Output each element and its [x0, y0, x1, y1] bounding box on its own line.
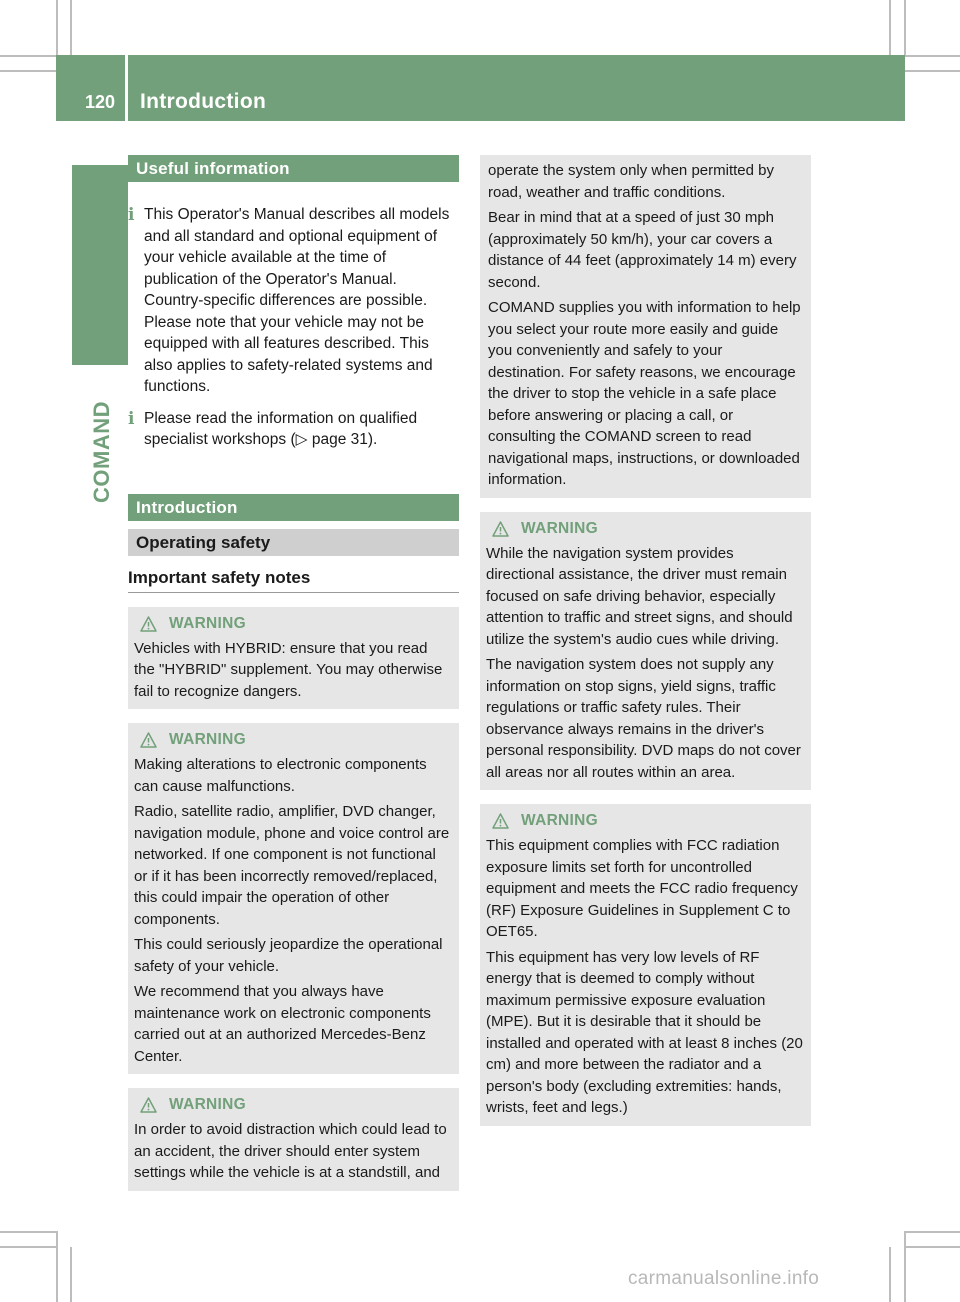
warning-title: WARNING [521, 812, 599, 830]
crop-mark [889, 0, 891, 60]
warning-title: WARNING [169, 731, 247, 749]
warning-text: While the navigation system provides directional assistance, the driver must remain focused on safe driving behavior, especially attention to traffic and street signs, and should utilize the system's audio cues while driving. [486, 544, 793, 648]
warning-box [128, 723, 459, 1074]
crop-mark [56, 1231, 58, 1302]
header-divider [125, 55, 128, 121]
crop-mark [0, 1231, 56, 1233]
warning-text: Making alterations to electronic components can cause malfunctions. [134, 756, 427, 795]
warning-text: This equipment has very low levels of RF energy that is deemed to comply without maximum permissive exposure evaluation (MPE). But it is desirable that it should be installed and operated with at least 8 inches (20 cm) and more between the radiator and a person's body (excluding extremities: hands, wrists, feet and legs.) [486, 948, 803, 1116]
warning-triangle-icon [140, 732, 157, 748]
crop-mark [70, 0, 72, 60]
warning-triangle-icon [492, 521, 509, 537]
crop-mark [0, 70, 60, 72]
warning-box [480, 512, 811, 791]
crop-mark [905, 1246, 960, 1248]
warning-header [492, 519, 803, 539]
page-title: Introduction [140, 90, 267, 113]
warning-text: Bear in mind that at a speed of just 30 mph (approximately 50 km/h), your car covers a distance of 44 feet (approximately 14 m) every second. [488, 209, 797, 291]
warning-header [140, 614, 451, 634]
crop-mark [0, 55, 56, 57]
crop-mark [905, 55, 960, 57]
warning-text: Radio, satellite radio, amplifier, DVD changer, navigation module, phone and voice control are networked. If one component is not functional or if it has been incorrectly removed/replaced, this could impair the operation of other components. [134, 803, 450, 928]
warning-title: WARNING [521, 519, 599, 537]
warning-triangle-icon [492, 813, 509, 829]
warning-text: The navigation system does not supply any information on stop signs, yield signs, traffic regulations or traffic safety rules. Their observance always remains in the driver's personal responsibility. DVD maps do not cover all areas nor all routes within an area. [486, 656, 801, 781]
warning-text: COMAND supplies you with information to help you select your route more easily and guide you conveniently and safely to your destination. For safety reasons, we encourage the driver to stop the vehicle in a safe place before answering or placing a call, or consulting the COMAND screen to read navigational maps, instructions, or downloaded information. [488, 299, 801, 488]
warning-text: In order to avoid distraction which could lead to an accident, the driver should enter system settings while the vehicle is at a standstill, and [134, 1121, 447, 1181]
info-icon: i [128, 408, 135, 429]
info-paragraph: i This Operator's Manual describes all models and all standard and optional equipment of your vehicle available at the time of publication of the Operator's Manual. Country-specific differences are possible. Please note that your vehicle may not be equipped with all features described. This also applies to safety-related systems and functions. [128, 205, 450, 395]
crop-mark [904, 0, 906, 55]
watermark: carmanualsonline.info [628, 1268, 820, 1289]
warning-text: This could seriously jeopardize the operational safety of your vehicle. [134, 936, 443, 975]
side-tab [72, 165, 128, 365]
warning-text: We recommend that you always have maintenance work on electronic components carried out at an authorized Mercedes-Benz Center. [134, 983, 431, 1065]
subsection-heading-operating-safety: Operating safety [128, 529, 459, 556]
warning-triangle-icon [140, 1097, 157, 1113]
crop-mark [56, 0, 58, 55]
crop-mark [900, 70, 960, 72]
warning-triangle-icon [140, 616, 157, 632]
info-paragraph: i Please read the information on qualified specialist workshops (▷ page 31). [128, 408, 418, 448]
side-tab-label: COMAND [89, 401, 114, 503]
warning-box [128, 607, 459, 710]
warning-text: This equipment complies with FCC radiation exposure limits set forth for uncontrolled equipment and meets the FCC radio frequency (RF) Exposure Guidelines in Supplement C to OET65. [486, 837, 798, 940]
warning-header [140, 730, 451, 750]
page-number: 120 [85, 92, 116, 112]
heading-important-safety-notes: Important safety notes [128, 568, 459, 593]
crop-mark [904, 1231, 906, 1302]
right-column [480, 155, 811, 1126]
warning-title: WARNING [169, 1096, 247, 1114]
warning-box [480, 804, 811, 1126]
info-icon: i [128, 205, 135, 225]
crop-mark [889, 1247, 891, 1302]
warning-text: operate the system only when permitted by road, weather and traffic conditions. [488, 162, 774, 201]
warning-continuation-box [480, 155, 811, 498]
warning-box [128, 1088, 459, 1191]
crop-mark [70, 1247, 72, 1302]
section-heading-introduction: Introduction [128, 494, 459, 521]
warning-text: Vehicles with HYBRID: ensure that you read the "HYBRID" supplement. You may otherwise fail to recognize dangers. [134, 639, 443, 700]
crop-mark [0, 1246, 56, 1248]
warning-header [140, 1095, 451, 1115]
crop-mark [905, 1231, 960, 1233]
warning-header [492, 811, 803, 831]
section-heading-useful-information: Useful information [128, 155, 459, 182]
warning-title: WARNING [169, 614, 247, 632]
left-column [128, 155, 459, 1191]
